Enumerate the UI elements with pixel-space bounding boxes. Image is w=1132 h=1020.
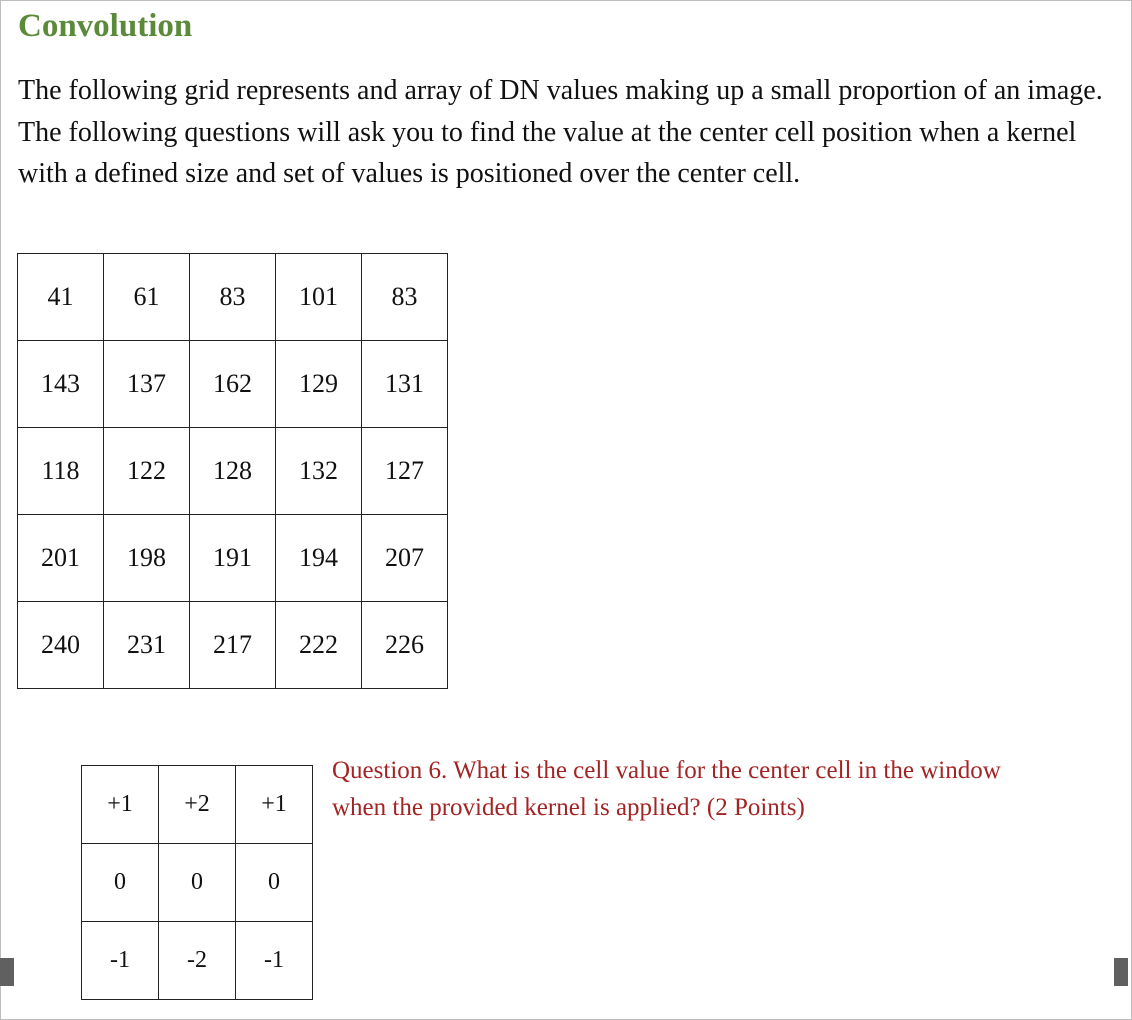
dn-grid-row xyxy=(18,515,448,602)
dn-grid-row xyxy=(18,254,448,341)
dn-grid-row xyxy=(18,428,448,515)
dn-cell: 201 xyxy=(18,515,104,602)
dn-center-cell: 128 xyxy=(190,428,276,515)
kernel-cell: -1 xyxy=(82,922,159,1000)
kernel-row xyxy=(82,766,313,844)
left-scroll-handle[interactable] xyxy=(0,958,14,986)
dn-cell: 122 xyxy=(104,428,190,515)
dn-cell: 101 xyxy=(276,254,362,341)
dn-cell: 41 xyxy=(18,254,104,341)
dn-grid-row xyxy=(18,341,448,428)
dn-cell: 217 xyxy=(190,602,276,689)
dn-cell: 207 xyxy=(362,515,448,602)
dn-grid-row xyxy=(18,602,448,689)
dn-cell: 191 xyxy=(190,515,276,602)
dn-cell: 127 xyxy=(362,428,448,515)
kernel-cell: +1 xyxy=(236,766,313,844)
kernel-row xyxy=(82,844,313,922)
kernel-row xyxy=(82,922,313,1000)
right-scroll-handle[interactable] xyxy=(1114,958,1128,986)
dn-cell: 61 xyxy=(104,254,190,341)
dn-cell: 129 xyxy=(276,341,362,428)
kernel-cell: 0 xyxy=(82,844,159,922)
dn-cell: 137 xyxy=(104,341,190,428)
dn-cell: 240 xyxy=(18,602,104,689)
dn-cell: 198 xyxy=(104,515,190,602)
dn-cell: 222 xyxy=(276,602,362,689)
intro-paragraph: The following grid represents and array of DN values making up a small proportion of an image. The following questions will ask you to find the value at the center cell position when a kernel with a defined size and set of values is positioned over the center cell. xyxy=(18,75,1103,189)
dn-grid xyxy=(17,253,448,689)
kernel-cell: +1 xyxy=(82,766,159,844)
page-title: Convolution xyxy=(18,8,193,44)
kernel-cell: 0 xyxy=(159,844,236,922)
dn-cell: 231 xyxy=(104,602,190,689)
dn-cell: 118 xyxy=(18,428,104,515)
kernel-grid xyxy=(81,765,313,1000)
dn-cell: 83 xyxy=(362,254,448,341)
dn-cell: 131 xyxy=(362,341,448,428)
kernel-cell: 0 xyxy=(236,844,313,922)
dn-cell: 132 xyxy=(276,428,362,515)
kernel-cell: -2 xyxy=(159,922,236,1000)
dn-cell: 194 xyxy=(276,515,362,602)
dn-cell: 83 xyxy=(190,254,276,341)
dn-cell: 226 xyxy=(362,602,448,689)
question-text: Question 6. What is the cell value for the center cell in the window when the provided kernel is applied? (2 Points) xyxy=(332,757,1001,821)
dn-cell: 143 xyxy=(18,341,104,428)
kernel-cell: -1 xyxy=(236,922,313,1000)
dn-cell: 162 xyxy=(190,341,276,428)
kernel-cell: +2 xyxy=(159,766,236,844)
